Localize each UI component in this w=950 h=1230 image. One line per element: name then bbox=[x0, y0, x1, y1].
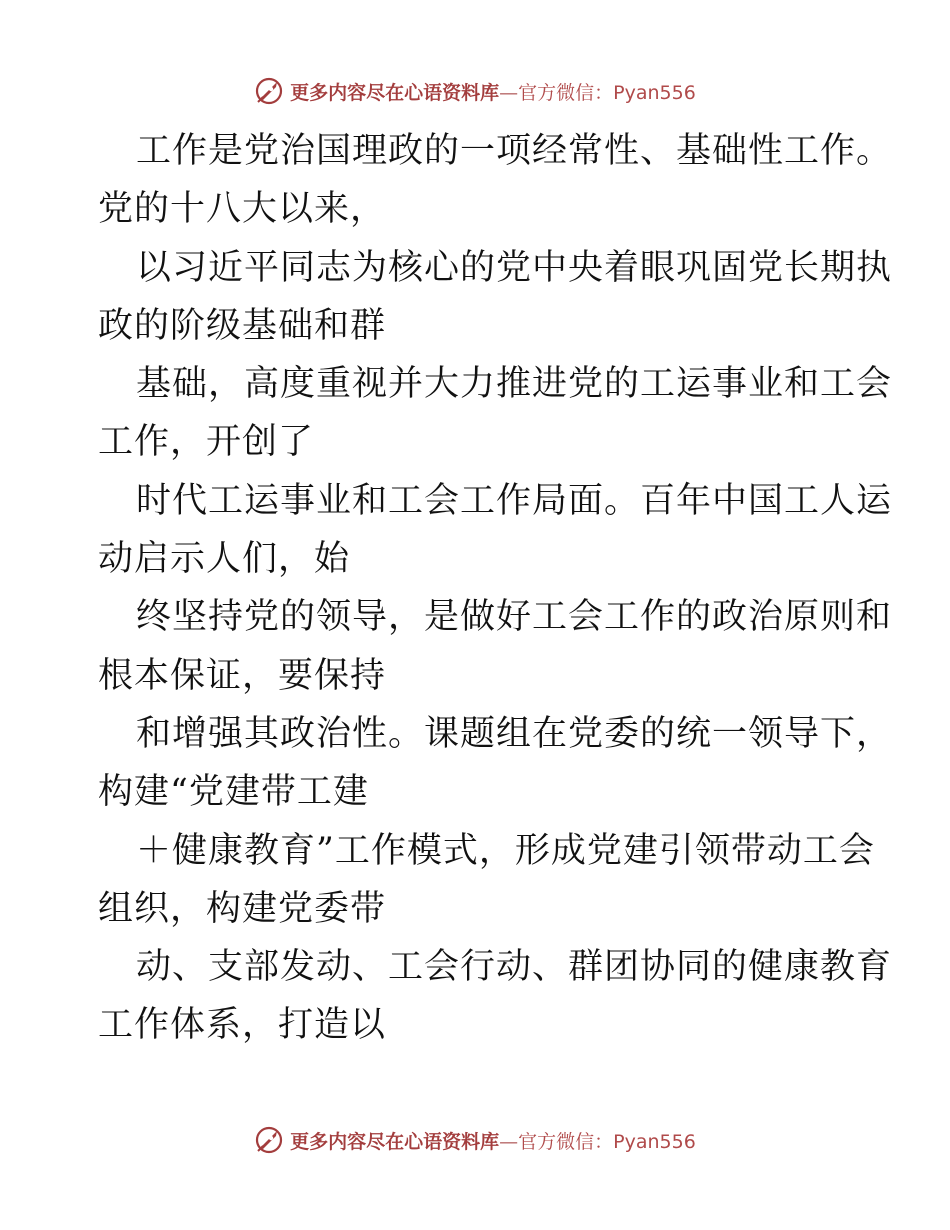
paragraph-line: 动启示人们，始 bbox=[98, 539, 351, 580]
paragraph-line: 以习近平同志为核心的党中央着眼巩固党长期执 bbox=[136, 247, 893, 288]
watermark-cn-text: 更多内容尽在心语资料库 bbox=[290, 81, 500, 104]
paragraph-line: 工作是党治国理政的一项经常性、基础性工作。 bbox=[136, 131, 893, 171]
watermark-text bbox=[290, 1127, 696, 1154]
paragraph-line: 时代工运事业和工会工作局面。百年中国工人运 bbox=[136, 480, 893, 521]
document-body bbox=[98, 122, 893, 1055]
paragraph-line: 基础，高度重视并大力推进党的工运事业和工会 bbox=[136, 364, 893, 405]
paragraph-line: 组织，构建党委带 bbox=[98, 888, 387, 929]
paragraph-line: 动、支部发动、工会行动、群团协同的健康教育 bbox=[136, 947, 893, 988]
header-watermark bbox=[0, 71, 950, 111]
watermark-separator: — bbox=[499, 1130, 519, 1153]
paragraph-line: 党的十八大以来， bbox=[98, 189, 387, 230]
paragraph-line: 工作，开创了 bbox=[98, 422, 315, 463]
watermark-separator: — bbox=[499, 81, 519, 104]
paragraph-line: 根本保证，要保持 bbox=[98, 655, 387, 696]
footer-watermark bbox=[0, 1120, 950, 1160]
paragraph-line: 终坚持党的领导，是做好工会工作的政治原则和 bbox=[136, 597, 893, 638]
watermark-suffix: 官方微信：Pyan556 bbox=[518, 1130, 696, 1153]
watermark-cn-text: 更多内容尽在心语资料库 bbox=[290, 1130, 500, 1153]
quill-pen-logo-icon bbox=[254, 76, 284, 106]
quill-pen-logo-icon bbox=[254, 1125, 284, 1155]
watermark-text bbox=[290, 78, 696, 105]
paragraph-line: ＋健康教育”工作模式，形成党建引领带动工会 bbox=[136, 830, 875, 871]
watermark-suffix: 官方微信：Pyan556 bbox=[518, 81, 696, 104]
paragraph-line: 和增强其政治性。课题组在党委的统一领导下， bbox=[136, 713, 893, 754]
paragraph-line: 工作体系，打造以 bbox=[98, 1005, 387, 1046]
paragraph-line: 政的阶级基础和群 bbox=[98, 305, 387, 346]
paragraph-line: 构建“党建带工建 bbox=[98, 772, 369, 813]
